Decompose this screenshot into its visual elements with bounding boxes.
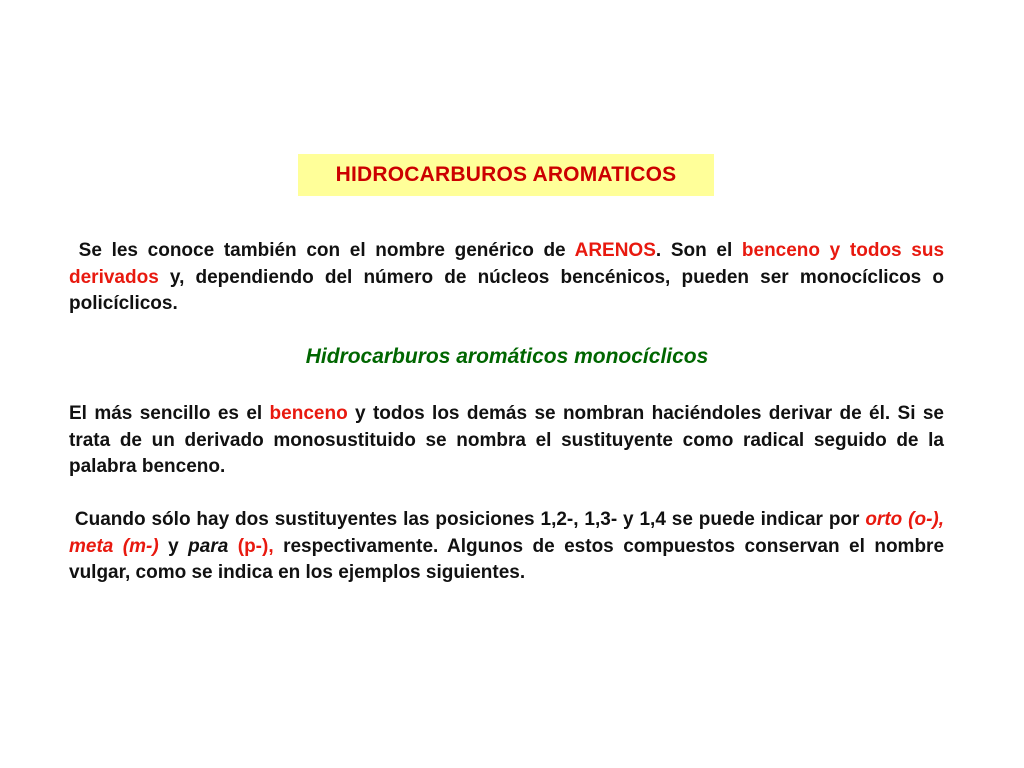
positions-text-1: Cuando sólo hay dos sustituyentes las posiciones 1,2-, 1,3- y 1,4 se puede indicar por (74, 509, 866, 530)
arenos-term: ARENOS (574, 240, 656, 261)
positions-text-2: y (158, 535, 189, 557)
section-subtitle: Hidrocarburos aromáticos monocíclicos (305, 345, 709, 368)
benceno-text-1: El más sencillo es el (69, 403, 270, 424)
positions-paragraph (69, 507, 944, 587)
para-word: para (188, 535, 229, 557)
benceno-term: benceno (269, 403, 348, 424)
intro-paragraph (69, 238, 944, 318)
benceno-text-2: y todos los demás se nombran haciéndoles derivar de él. Si se trata de un derivado monosustituido se nombra el sustituyente como radical seguido de la palabra benceno. (69, 403, 944, 477)
orto-meta-term: orto (o-), meta (m-) (69, 509, 945, 557)
para-abbr-term: (p-), (237, 535, 274, 557)
para-space (228, 536, 237, 557)
benceno-derivados-term: benceno y todos sus derivados (69, 240, 945, 288)
intro-text-1: Se les conoce también con el nombre genérico de (78, 240, 575, 261)
benceno-paragraph (69, 401, 944, 481)
title-banner (298, 154, 714, 196)
positions-text-3: respectivamente. Algunos de estos compuestos conservan el nombre vulgar, como se indica en los ejemplos siguientes. (69, 535, 945, 583)
intro-text-2: . Son el (655, 240, 742, 261)
page-title: HIDROCARBUROS AROMATICOS (335, 163, 677, 186)
intro-text-3: y, dependiendo del número de núcleos bencénicos, pueden ser monocíclicos o policíclicos. (69, 266, 944, 314)
